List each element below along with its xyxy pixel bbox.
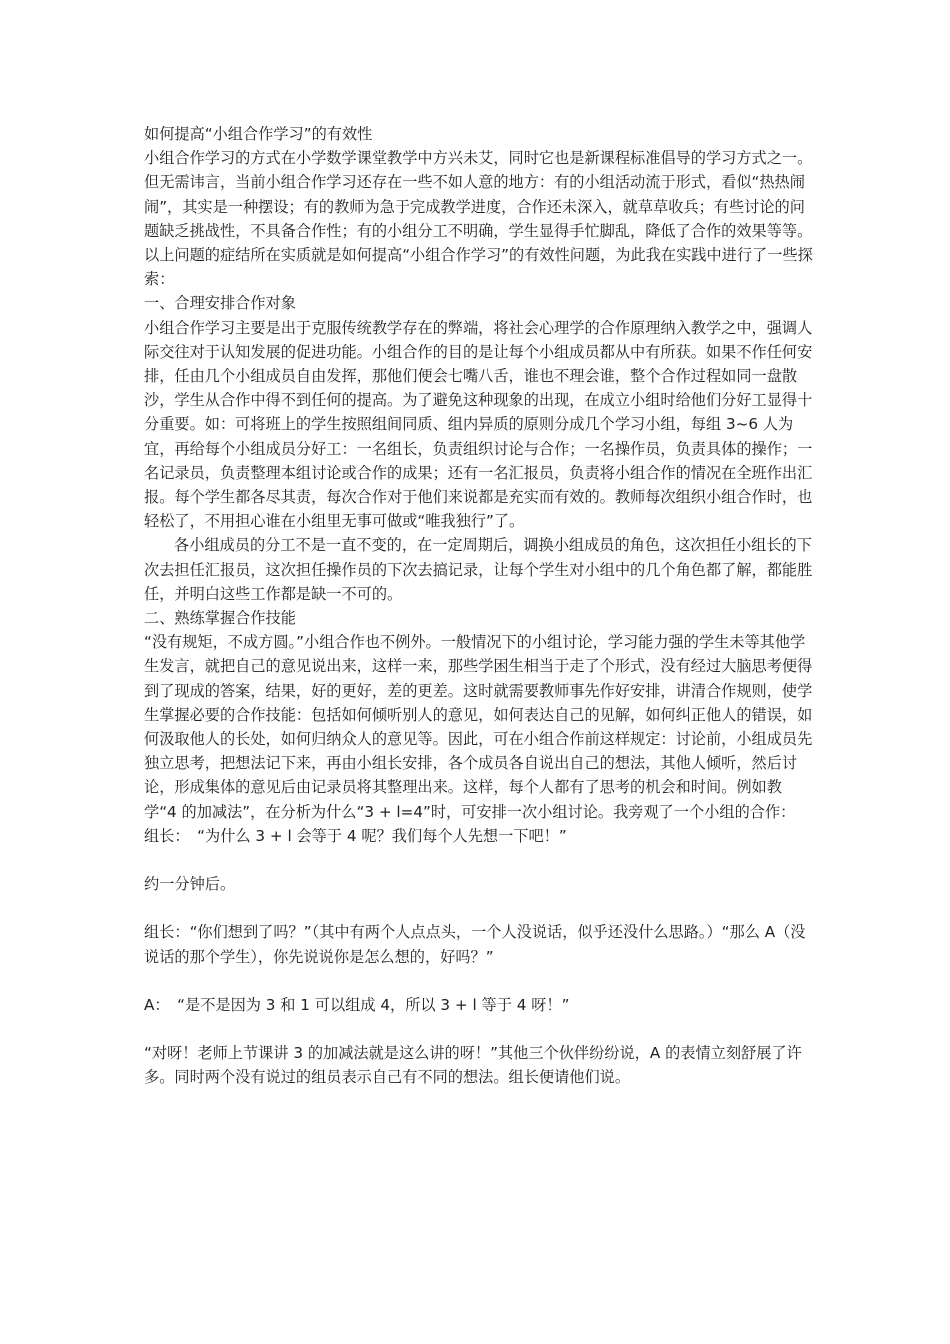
section-heading-1: 一、合理安排合作对象 — [144, 294, 296, 313]
document-title: 如何提高“小组合作学习”的有效性 — [144, 125, 373, 143]
dialogue-line-5: “对呀！老师上节课讲 3 的加减法就是这么讲的呀！”其他三个伙伴纷纷说，A 的表情立刻舒展了许多。同时两个没有说过的组员表示自己有不同的想法。组长便请他们说。 — [144, 1043, 802, 1087]
document-page — [144, 122, 814, 1089]
section-heading-2: 二、熟练掌握合作技能 — [144, 609, 296, 628]
paragraph-section1-roles: 各小组成员的分工不是一直不变的，在一定周期后，调换小组成员的角色，这次担任小组长的下次去担任汇报员，这次担任操作员的下次去搞记录，让每个学生对小组中的几个角色都了解，都能胜任，并明白这些工作都是缺一不可的。 — [144, 536, 813, 603]
paragraph-problem: 以上问题的症结所在实质就是如何提高“小组合作学习”的有效性问题，为此我在实践中进行了一些探索： — [144, 246, 813, 289]
dialogue-line-3: 组长：“你们想到了吗？”（其中有两个人点点头，一个人没说话，似乎还没什么思路。）“那么 A（没说话的那个学生），你先说说你是怎么想的，好吗？” — [144, 923, 806, 966]
paragraph-intro: 小组合作学习的方式在小学数学课堂教学中方兴未艾，同时它也是新课程标准倡导的学习方式之一。但无需讳言，当前小组合作学习还存在一些不如人意的地方：有的小组活动流于形式，看似“热热闹闹”，其实是一种摆设；有的教师为急于完成教学进度，合作还未深入，就草草收兵；有些讨论的问题缺乏挑战性，不具备合作性；有的小组分工不明确，学生显得手忙脚乱，降低了合作的效果等等。 — [144, 149, 813, 240]
dialogue-line-2: 约一分钟后。 — [144, 875, 236, 894]
dialogue-line-4: A： “是不是因为 3 和 1 可以组成 4，所以 3 + l 等于 4 呀！” — [144, 995, 570, 1014]
paragraph-section1-body: 小组合作学习主要是出于克服传统教学存在的弊端，将社会心理学的合作原理纳入教学之中，强调人际交往对于认知发展的促进功能。小组合作的目的是让每个小组成员都从中有所获。如果不作任何安排，任由几个小组成员自由发挥，那他们便会七嘴八舌，谁也不理会谁，整个合作过程如同一盘散沙，学生从合作中得不到任何的提高。为了避免这种现象的出现，在成立小组时给他们分好工显得十分重要。如：可将班上的学生按照组间同质、组内异质的原则分成几个学习小组，每组 3~6 人为宜，再给每个小组成员分好工：一名组长，负责组织讨论与合作；一名操作员，负责具体的操作；一名记录员，负责整理本组讨论或合作的成果；还有一名汇报员，负责将小组合作的情况在全班作出汇报。每个学生都各尽其责，每次合作对于他们来说都是充实而有效的。教师每次组织小组合作时，也轻松了，不用担心谁在小组里无事可做或“唯我独行”了。 — [144, 318, 813, 531]
paragraph-section2-body: “没有规矩，不成方圆。”小组合作也不例外。一般情况下的小组讨论，学习能力强的学生未等其他学生发言，就把自己的意见说出来，这样一来，那些学困生相当于走了个形式，没有经过大脑思考便得到了现成的答案，结果，好的更好，差的更差。这时就需要教师事先作好安排，讲清合作规则，使学生掌握必要的合作技能：包括如何倾听别人的意见，如何表达自己的见解，如何纠正他人的错误，如何汲取他人的长处，如何归纳众人的意见等。因此，可在小组合作前这样规定：讨论前，小组成员先独立思考，把想法记下来，再由小组长安排，各个成员各自说出自己的想法，其他人倾听，然后讨论，形成集体的意见后由记录员将其整理出来。这样，每个人都有了思考的机会和时间。例如教学“4 的加减法”，在分析为什么“3 + l=4”时，可安排一次小组讨论。我旁观了一个小组的合作： — [144, 633, 813, 821]
dialogue-line-1: 组长： “为什么 3 + l 会等于 4 呢？我们每个人先想一下吧！” — [144, 826, 567, 845]
